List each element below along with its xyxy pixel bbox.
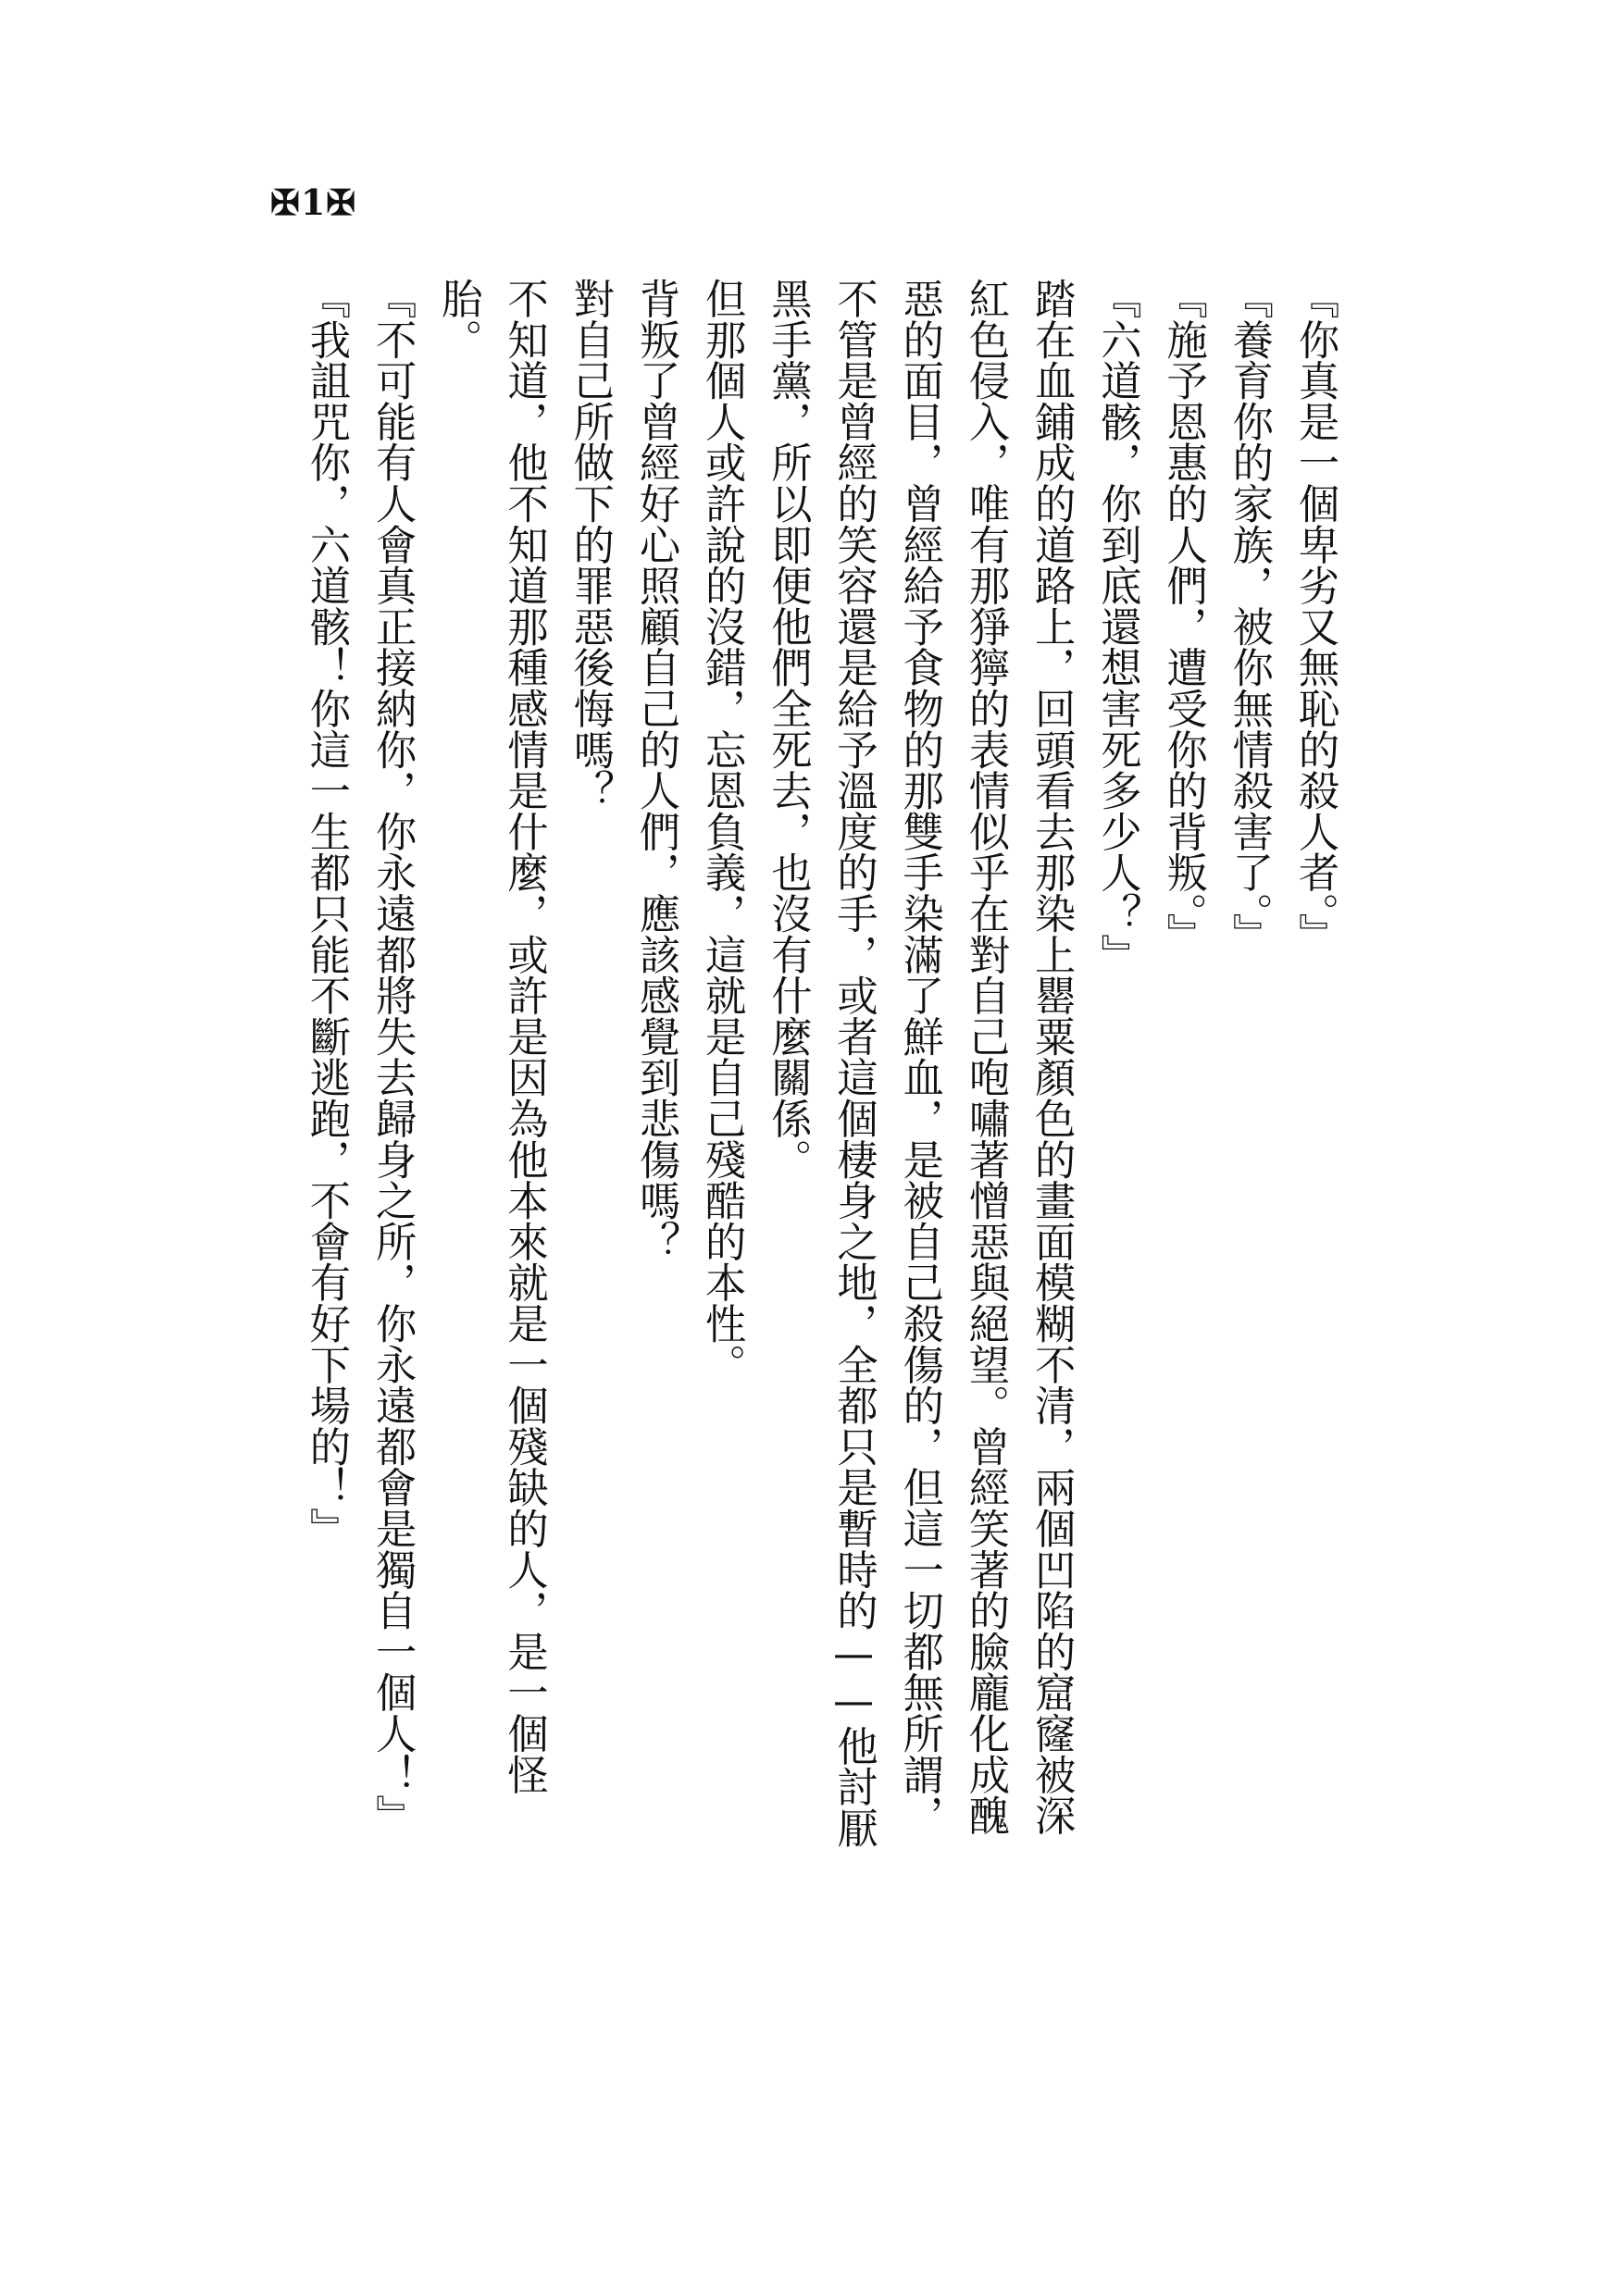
paragraph: 背叛了曾經好心照顧自己的人們，應該感覺到悲傷嗎？ xyxy=(631,278,679,1262)
paragraph: 不知道，他不知道那種感情是什麼，或許是因為他本來就是一個殘缺的人，是一個怪胎。 xyxy=(434,278,548,1795)
paragraph: 『我詛咒你，六道骸！你這一生都只能不斷逃跑，不會有好下場的！』 xyxy=(302,278,350,1549)
paragraph: 『養育你的家族，被你無情殺害了。』 xyxy=(1225,278,1273,954)
paragraph: 『六道骸，你到底還想害死多少人？』 xyxy=(1093,278,1141,975)
paragraph: 『不可能有人會真正接納你，你永遠都將失去歸身之所，你永遠都會是獨自一個人！』 xyxy=(368,278,417,1836)
vertical-text-body xyxy=(293,278,1348,1869)
maltese-cross-icon: ✠ xyxy=(326,181,357,223)
paragraph: 但那個人或許說的沒錯，忘恩負義，這就是自己殘酷的本性。 xyxy=(698,278,746,1385)
paragraph: 對自己所做下的罪惡後悔嗎？ xyxy=(566,278,614,811)
paragraph: 『你真是一個卑劣又無恥的殺人者。』 xyxy=(1291,278,1339,954)
paragraph: 踏在血鋪成的道路上，回頭看去那染上罌粟顏色的畫面模糊不清，兩個凹陷的窟窿被深紅色侵入，唯有那猙獰的表情似乎在對自己咆嘯著憎惡與絕望。曾經笑著的臉龐化成醜惡的面目，曾經給予食物的那雙手染滿了鮮血，是被自己殺傷的，但這一切都無所謂，不管是曾經的笑容還是給予溫度的手，或者這個棲身之地，全都只是暫時的——他討厭黑手黨，所以即便他們全死去，也沒有什麼關係。 xyxy=(764,278,1076,1848)
paragraph: 『施予恩惠的人們，遭受你的背叛。』 xyxy=(1159,278,1207,954)
chapter-heading xyxy=(270,181,356,223)
page-number: 1 xyxy=(300,181,327,223)
maltese-cross-icon: ✠ xyxy=(270,181,301,223)
